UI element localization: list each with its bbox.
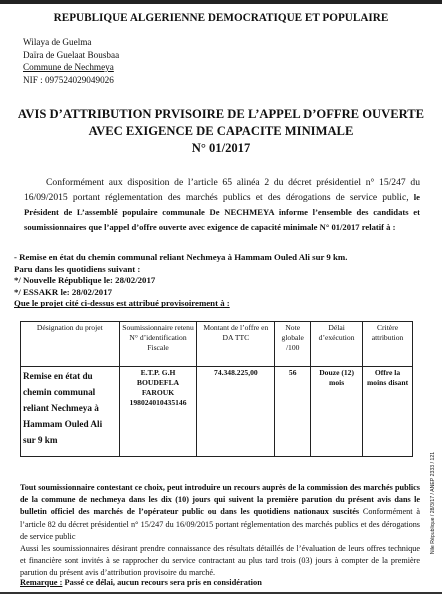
footer-paragraph <box>20 482 420 580</box>
side-reference-text: Nile République / 28/3/17 / ANEP 2333 / 121 <box>430 451 436 555</box>
intro-text: Conformément aux disposition de l’article 65 alinéa 2 du décret présidentiel n° 15/247 du 16/09/2015 portant réglementation des marchés publics et des dérogations de service public, <box>24 177 420 203</box>
attribution-table <box>20 321 413 457</box>
top-rule <box>0 0 442 4</box>
table-row <box>21 367 413 457</box>
header-designation: Désignation du projet <box>21 322 120 367</box>
header-soumissionnaire: Soumissionnaire retenu N° d’identification Fiscale <box>119 322 197 367</box>
footer-second-text: Aussi les soumissionnaires désirant prendre connaissance des résultats détaillés de l’évaluation de leurs offres technique et financière sont invités à se rapprocher du service contractant au plus tard trois (03) jours à compter de la première parution du présent avis d’attribution provisoire du marché. <box>20 544 420 578</box>
republic-heading: REPUBLIQUE ALGERIENNE DEMOCRATIQUE ET POPULAIRE <box>53 12 389 24</box>
issuer-block <box>23 36 119 86</box>
cell-note: 56 <box>275 367 311 457</box>
published-label: Paru dans les quotidiens suivant : <box>14 263 141 274</box>
title-line-2: AVEC EXIGENCE DE CAPACITE MINIMALE <box>88 124 354 138</box>
daira-line: Daïra de Guelaat Bousbaa <box>23 49 120 60</box>
header-critere: Critère attribution <box>363 322 413 367</box>
remark-label: Remarque : <box>20 578 63 587</box>
notice-title <box>0 106 442 157</box>
header-note: Note globale /100 <box>275 322 311 367</box>
cell-critere: Offre la moins disant <box>363 367 413 457</box>
remark-text: Passé ce délai, aucun recours sera pris en considération <box>62 578 262 587</box>
cell-soumissionnaire: E.T.P. G.H BOUDEFLA FAROUK 198024010435146 <box>119 367 197 457</box>
footer-bold-text: Tout soumissionnaire contestant ce choix, peut introduire un recours auprès de la commission des marchés publics de la commune de nechmeya dans les dix (10) jours qui suivent la première parution du présent avis dans le bulletin officiel des marchés de l’opérateur public ou dans les quotidiens nationaux suscités <box>20 483 420 517</box>
notice-number: N° 01/2017 <box>191 141 251 155</box>
bottom-rule <box>0 592 442 594</box>
cell-montant: 74.348.225,00 <box>197 367 275 457</box>
title-line-1: AVIS D’ATTRIBUTION PRVISOIRE DE L’APPEL D’OFFRE OUVERTE <box>17 107 425 121</box>
header-delai: Délai d’exécution <box>311 322 363 367</box>
footer-text: Conformément à l’article 82 du décret présidentiel n° 15/247 du 16/09/2015 portant réglementation des marchés publics et des dérogations de service public <box>20 507 420 541</box>
table-header-row <box>21 322 413 367</box>
commune-line: Commune de Nechmeya <box>23 62 114 72</box>
project-object: - Remise en état du chemin communal reliant Nechmeya à Hammam Ouled Ali sur 9 km. <box>14 252 348 262</box>
nif-line: NIF : 097524029049026 <box>23 74 114 85</box>
cell-delai: Douze (12) mois <box>311 367 363 457</box>
remark-line <box>20 578 262 587</box>
header-montant: Montant de l’offre en DA TTC <box>197 322 275 367</box>
newspaper-2: */ ESSAKR le: 28/02/2017 <box>14 286 112 297</box>
details-block <box>14 252 424 310</box>
intro-bold-text: le Président de L’assemblé populaire communale De NECHMEYA informe l’ensemble des candidats et soumissionnaires que l’appel d’offre ouverte avec exigence de capacité minimale N° 01/2017 relatif à : <box>24 192 420 232</box>
attribution-label: Que le projet cité ci-dessus est attribué provisoirement à : <box>14 298 230 309</box>
intro-paragraph <box>24 176 420 235</box>
wilaya-line: Wilaya de Guelma <box>23 37 92 47</box>
cell-designation: Remise en état du chemin communal reliant Nechmeya à Hammam Ouled Ali sur 9 km <box>21 367 120 457</box>
side-reference <box>428 430 438 580</box>
newspaper-1: */ Nouvelle République le: 28/02/2017 <box>14 275 156 286</box>
